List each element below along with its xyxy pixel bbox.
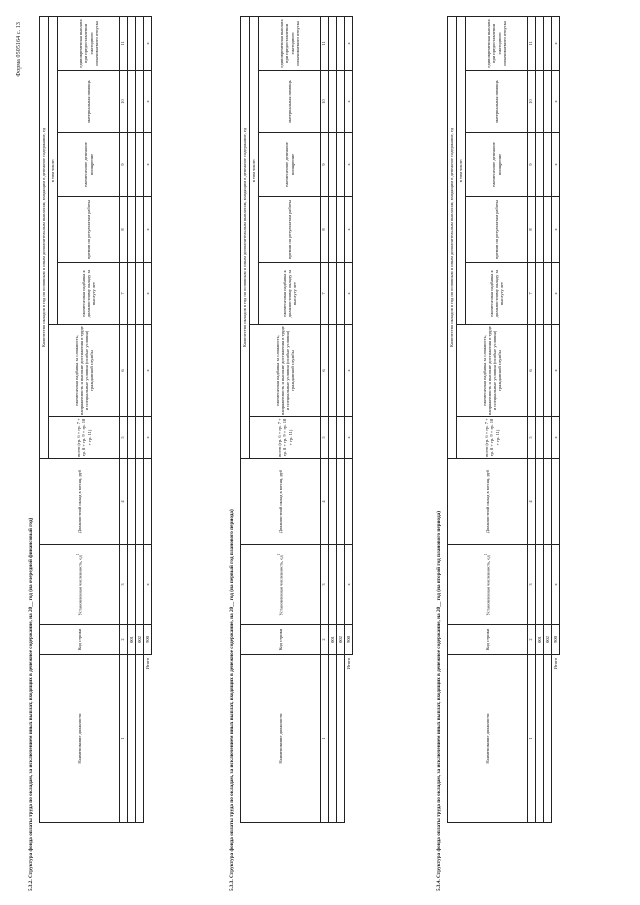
total-cell: x — [552, 71, 560, 133]
section-title: 5.3.4. Структура фонда оплаты труда по окладам, за исключением иных выплат, входящих в денежное содержание, на 20__ год (на второй год планового периода) — [436, 511, 442, 891]
column-number: 6 — [120, 325, 128, 417]
table-cell[interactable] — [337, 545, 345, 625]
header-seniority-allowance: ежемесячная надбавка к должностному окладу за выслугу лет — [259, 263, 321, 325]
table-cell[interactable] — [337, 325, 345, 417]
column-number: 7 — [528, 263, 536, 325]
table-cell[interactable] — [329, 197, 337, 263]
column-number: 5 — [321, 417, 329, 459]
total-cell: x — [345, 16, 353, 70]
table-cell[interactable] — [337, 459, 345, 545]
table-cell[interactable] — [337, 197, 345, 263]
table-cell[interactable] — [536, 133, 544, 197]
table-cell[interactable] — [136, 197, 144, 263]
table-cell[interactable] — [544, 16, 552, 70]
table-cell[interactable] — [337, 417, 345, 459]
table-cell[interactable] — [136, 459, 144, 545]
table-cell[interactable] — [128, 197, 136, 263]
header-seniority-allowance: ежемесячная надбавка к должностному окладу за выслугу лет — [466, 263, 528, 325]
table-cell[interactable] — [536, 655, 544, 823]
table-cell[interactable] — [337, 263, 345, 325]
column-number: 8 — [528, 197, 536, 263]
salary-structure-table — [39, 16, 152, 823]
table-cell[interactable] — [136, 545, 144, 625]
header-encouragement: ежемесячное денежное поощрение — [58, 133, 120, 197]
header-staff-count: Установленная численность, $ед^1$ — [241, 545, 321, 625]
total-cell: x — [345, 133, 353, 197]
column-number: 9 — [528, 133, 536, 197]
section-title: 5.3.3. Структура фонда оплаты труда по окладам, за исключением иных выплат, входящих в денежное содержание, на 20__ год (на первый год планового периода) — [229, 509, 235, 891]
column-number: 10 — [120, 71, 128, 133]
header-position-name: Наименование должности — [448, 655, 528, 823]
table-cell[interactable] — [536, 545, 544, 625]
total-cell: x — [552, 263, 560, 325]
table-cell[interactable] — [128, 133, 136, 197]
header-vacation-payment: единовременная выплата при предоставлении ежегодного оплачиваемого отпуска — [58, 16, 120, 70]
table-cell[interactable] — [329, 71, 337, 133]
table-cell[interactable] — [544, 71, 552, 133]
line-code-cell: 002 — [136, 625, 144, 655]
column-number: 7 — [120, 263, 128, 325]
column-number: 8 — [321, 197, 329, 263]
table-cell[interactable] — [128, 459, 136, 545]
table-cell[interactable] — [337, 71, 345, 133]
header-total: всего (гр. 6 + гр. 7 + гр. 8 + гр. 9 + гр. 10 + гр. 11) — [250, 417, 321, 459]
total-code-cell: 900 — [345, 625, 353, 655]
header-group-title: Количество окладов в год по основным и иным дополнительным выплатам, входящим в денежное содержание, ед — [40, 16, 49, 458]
header-line-code: Код строки — [241, 625, 321, 655]
column-number: 3 — [321, 545, 329, 625]
total-code-cell: 900 — [144, 625, 152, 655]
table-cell[interactable] — [128, 263, 136, 325]
total-cell: x — [552, 417, 560, 459]
table-row — [329, 16, 337, 822]
table-cell[interactable] — [128, 545, 136, 625]
column-numbers-row — [528, 16, 536, 822]
total-row — [144, 16, 152, 822]
header-total: всего (гр. 6 + гр. 7 + гр. 8 + гр. 9 + гр. 10 + гр. 11) — [457, 417, 528, 459]
column-number: 9 — [321, 133, 329, 197]
column-number: 5 — [528, 417, 536, 459]
table-cell[interactable] — [536, 71, 544, 133]
total-cell: x — [552, 16, 560, 70]
column-number: 3 — [528, 545, 536, 625]
total-cell: x — [144, 71, 152, 133]
header-total: всего (гр. 6 + гр. 7 + гр. 8 + гр. 9 + гр. 10 + гр. 11) — [49, 417, 120, 459]
column-number: 8 — [120, 197, 128, 263]
column-number: 10 — [321, 71, 329, 133]
header-staff-count: Установленная численность, $ед^1$ — [448, 545, 528, 625]
header-staff-count: Установленная численность, $ед^1$ — [40, 545, 120, 625]
section-title: 5.3.2. Структура фонда оплаты труда по окладам, за исключением иных выплат, входящих в денежное содержание, на 20__ год (на очередной финансовый год) — [28, 517, 34, 891]
header-material-aid: материальная помощь — [466, 71, 528, 133]
table-row — [536, 16, 544, 822]
total-cell: x — [345, 263, 353, 325]
total-label: Итого — [553, 658, 559, 670]
table-cell[interactable] — [337, 133, 345, 197]
column-number: 4 — [321, 459, 329, 545]
column-numbers-row — [120, 16, 128, 822]
total-row — [345, 16, 353, 822]
table-cell[interactable] — [544, 197, 552, 263]
column-number: 1 — [528, 655, 536, 823]
total-row — [552, 16, 560, 822]
form-number: Форма 0505164 с. 13 — [16, 22, 22, 77]
table-cell[interactable] — [536, 325, 544, 417]
table-cell[interactable] — [136, 71, 144, 133]
table-cell[interactable] — [544, 417, 552, 459]
header-position-name: Наименование должности — [241, 655, 321, 823]
header-including: в том числе: — [457, 16, 466, 324]
table-cell[interactable] — [128, 655, 136, 823]
column-number: 2 — [321, 625, 329, 655]
table-cell[interactable] — [544, 133, 552, 197]
total-cell[interactable] — [144, 459, 152, 545]
column-number: 1 — [120, 655, 128, 823]
table-row — [544, 16, 552, 822]
total-label: Итого — [145, 658, 151, 670]
table-cell[interactable] — [329, 133, 337, 197]
total-code-cell: 900 — [552, 625, 560, 655]
line-code-cell: 001 — [128, 625, 136, 655]
column-number: 1 — [321, 655, 329, 823]
header-group-title: Количество окладов в год по основным и иным дополнительным выплатам, входящим в денежное содержание, ед — [241, 16, 250, 458]
table-cell[interactable] — [337, 655, 345, 823]
table-cell[interactable] — [329, 545, 337, 625]
header-position-name: Наименование должности — [40, 655, 120, 823]
table-cell[interactable] — [329, 655, 337, 823]
table-cell[interactable] — [128, 417, 136, 459]
header-special-allowance: ежемесячная надбавка за сложность, напряженность и высокие достижения в труде и специальные условия (особые условия) гражданской службы — [49, 325, 120, 417]
column-number: 9 — [120, 133, 128, 197]
header-monthly-salary: Должностной оклад в месяц, руб — [448, 459, 528, 545]
header-premium: премии по результатам работы — [58, 197, 120, 263]
column-number: 6 — [528, 325, 536, 417]
table-cell[interactable] — [136, 655, 144, 823]
total-cell: x — [345, 545, 353, 625]
column-number: 11 — [321, 16, 329, 70]
total-cell: x — [144, 545, 152, 625]
total-cell: x — [552, 545, 560, 625]
line-code-cell: 002 — [544, 625, 552, 655]
table-cell[interactable] — [536, 417, 544, 459]
table-cell[interactable] — [128, 71, 136, 133]
total-cell: x — [144, 325, 152, 417]
table-cell[interactable] — [536, 263, 544, 325]
total-cell: x — [552, 133, 560, 197]
total-cell: x — [552, 325, 560, 417]
header-monthly-salary: Должностной оклад в месяц, руб — [241, 459, 321, 545]
table-cell[interactable] — [544, 459, 552, 545]
table-cell[interactable] — [544, 655, 552, 823]
total-cell: x — [345, 197, 353, 263]
header-vacation-payment: единовременная выплата при предоставлении ежегодного оплачиваемого отпуска — [259, 16, 321, 70]
line-code-cell: 001 — [329, 625, 337, 655]
table-cell[interactable] — [536, 197, 544, 263]
total-cell: x — [144, 197, 152, 263]
total-cell[interactable] — [552, 459, 560, 545]
table-cell[interactable] — [329, 263, 337, 325]
table-cell[interactable] — [329, 417, 337, 459]
header-including: в том числе: — [49, 16, 58, 324]
table-cell[interactable] — [329, 459, 337, 545]
total-cell: x — [144, 16, 152, 70]
column-number: 10 — [528, 71, 536, 133]
column-number: 11 — [120, 16, 128, 70]
header-line-code: Код строки — [40, 625, 120, 655]
total-cell: x — [144, 417, 152, 459]
table-cell[interactable] — [329, 325, 337, 417]
table-cell[interactable] — [128, 325, 136, 417]
header-vacation-payment: единовременная выплата при предоставлении ежегодного оплачиваемого отпуска — [466, 16, 528, 70]
header-premium: премии по результатам работы — [259, 197, 321, 263]
salary-structure-table — [447, 16, 560, 823]
table-cell[interactable] — [128, 16, 136, 70]
header-premium: премии по результатам работы — [466, 197, 528, 263]
column-number: 4 — [120, 459, 128, 545]
header-special-allowance: ежемесячная надбавка за сложность, напряженность и высокие достижения в труде и специальные условия (особые условия) гражданской службы — [250, 325, 321, 417]
table-cell[interactable] — [136, 16, 144, 70]
table-cell[interactable] — [329, 16, 337, 70]
column-number: 2 — [120, 625, 128, 655]
header-monthly-salary: Должностной оклад в месяц, руб — [40, 459, 120, 545]
header-line-code: Код строки — [448, 625, 528, 655]
total-cell: x — [345, 325, 353, 417]
column-number: 7 — [321, 263, 329, 325]
column-number: 11 — [528, 16, 536, 70]
column-numbers-row — [321, 16, 329, 822]
line-code-cell: 001 — [536, 625, 544, 655]
table-row — [136, 16, 144, 822]
table-cell[interactable] — [136, 263, 144, 325]
header-encouragement: ежемесячное денежное поощрение — [466, 133, 528, 197]
salary-structure-table — [240, 16, 353, 823]
header-material-aid: материальная помощь — [58, 71, 120, 133]
header-seniority-allowance: ежемесячная надбавка к должностному окладу за выслугу лет — [58, 263, 120, 325]
header-material-aid: материальная помощь — [259, 71, 321, 133]
table-cell[interactable] — [136, 133, 144, 197]
total-label: Итого — [346, 658, 352, 670]
table-row — [128, 16, 136, 822]
table-cell[interactable] — [136, 417, 144, 459]
header-including: в том числе: — [250, 16, 259, 324]
column-number: 3 — [120, 545, 128, 625]
table-cell[interactable] — [544, 263, 552, 325]
table-cell[interactable] — [136, 325, 144, 417]
line-code-cell: 002 — [337, 625, 345, 655]
column-number: 5 — [120, 417, 128, 459]
column-number: 4 — [528, 459, 536, 545]
table-cell[interactable] — [544, 545, 552, 625]
total-cell: x — [552, 197, 560, 263]
table-cell[interactable] — [544, 325, 552, 417]
total-cell: x — [345, 71, 353, 133]
total-cell[interactable] — [345, 459, 353, 545]
table-cell[interactable] — [536, 459, 544, 545]
total-cell: x — [144, 133, 152, 197]
header-special-allowance: ежемесячная надбавка за сложность, напряженность и высокие достижения в труде и специальные условия (особые условия) гражданской службы — [457, 325, 528, 417]
table-cell[interactable] — [337, 16, 345, 70]
header-group-title: Количество окладов в год по основным и иным дополнительным выплатам, входящим в денежное содержание, ед — [448, 16, 457, 458]
table-cell[interactable] — [536, 16, 544, 70]
column-number: 6 — [321, 325, 329, 417]
table-row — [337, 16, 345, 822]
header-encouragement: ежемесячное денежное поощрение — [259, 133, 321, 197]
total-cell: x — [345, 417, 353, 459]
total-cell: x — [144, 263, 152, 325]
column-number: 2 — [528, 625, 536, 655]
